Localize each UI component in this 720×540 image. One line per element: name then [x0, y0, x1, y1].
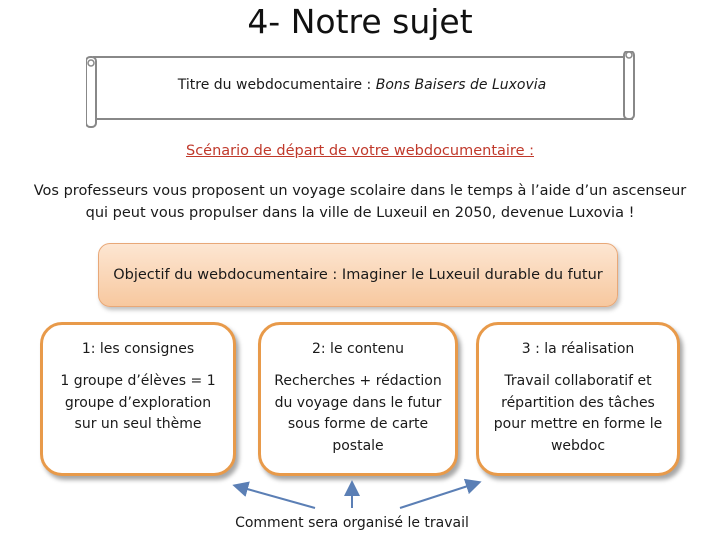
card-consignes [40, 322, 236, 476]
webdoc-title-label: Titre du webdocumentaire : [177, 77, 376, 93]
card-body: Travail collaboratif et répartition des tâches pour mettre en forme le webdoc [493, 373, 663, 454]
webdoc-title-line [86, 77, 638, 93]
objective-text: Objectif du webdocumentaire : Imaginer le Luxeuil durable du futur [113, 267, 603, 283]
arrows-group [0, 470, 720, 518]
scenario-text: Vos professeurs vous proposent un voyage scolaire dans le temps à l’aide d’un ascenseur qui peut vous propulser dans la ville de Luxeuil en 2050, devenue Luxovia ! [33, 183, 687, 221]
card-heading: 1: les consignes [81, 341, 195, 357]
card-body: Recherches + rédaction du voyage dans le futur sous forme de carte postale [274, 373, 442, 454]
card-contenu [258, 322, 458, 476]
card-heading: 2: le contenu [311, 341, 404, 357]
objective-box [98, 243, 618, 307]
card-heading: 3 : la réalisation [521, 341, 635, 357]
footer-caption: Comment sera organisé le travail [235, 515, 469, 531]
arrow-right [400, 484, 474, 508]
arrow-left [240, 487, 315, 508]
title-scroll-banner [86, 51, 638, 129]
scenario-heading: Scénario de départ de votre webdocumentaire : [185, 143, 534, 159]
page-title: 4- Notre sujet [247, 2, 473, 41]
webdoc-title-value: Bons Baisers de Luxovia [375, 77, 547, 93]
card-body: 1 groupe d’élèves = 1 groupe d’exploration sur un seul thème [60, 373, 216, 432]
card-realisation [476, 322, 680, 476]
